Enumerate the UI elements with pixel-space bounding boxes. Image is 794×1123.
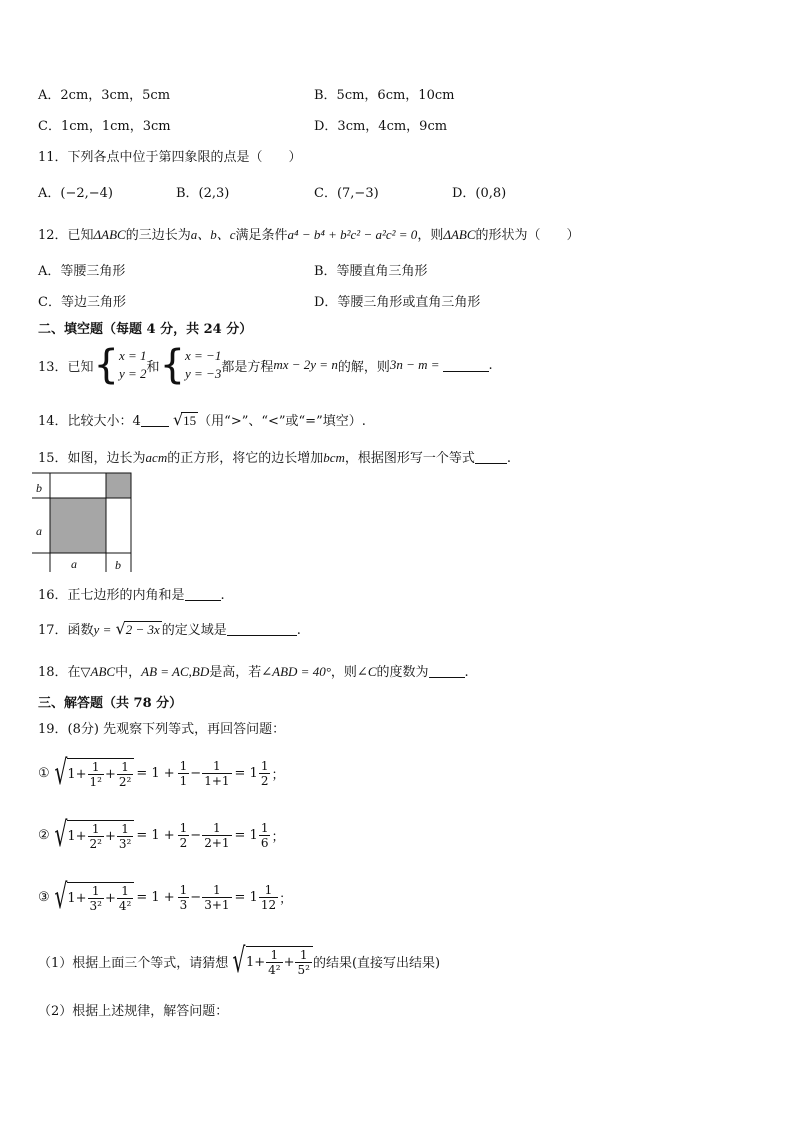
minus-sign: − [190, 765, 202, 781]
fraction-denominator: 2² [89, 836, 102, 851]
q18-triangle: ▽ABC [80, 664, 116, 679]
q17-prefix: 17．函数 [38, 623, 94, 638]
fraction-numerator: 1 [202, 883, 231, 898]
equation-3 [38, 874, 292, 920]
fraction-numerator: 1 [260, 758, 269, 773]
figure-label-b: b [36, 481, 42, 495]
option-b: B．等腰直角三角形 [314, 264, 428, 279]
fraction-numerator: 1 [259, 883, 278, 898]
figure-label-a: a [36, 524, 42, 538]
semicolon: ； [271, 767, 285, 783]
fraction-numerator: 1 [88, 884, 104, 899]
sqrt-icon: √ [232, 941, 246, 981]
square-figure [30, 470, 140, 575]
question-19-part-1 [38, 938, 440, 984]
fraction-denominator: 3 [179, 897, 188, 912]
equation-2 [38, 812, 284, 858]
question-15 [38, 447, 511, 466]
answer-blank[interactable] [443, 359, 489, 372]
system-1-bottom: y = 2 [119, 366, 147, 381]
option-d: D．(0,8) [452, 186, 507, 201]
figure-label-a: a [71, 557, 77, 571]
q12-triangle: ΔABC [93, 227, 126, 242]
system-2-bottom: y = −3 [185, 366, 222, 381]
fraction-denominator: 2² [118, 774, 132, 789]
fraction-numerator: 1 [88, 822, 104, 837]
option-d: D．等腰三角形或直角三角形 [314, 295, 481, 310]
fraction-denominator: 12 [260, 897, 277, 912]
q15-text: ，根据图形写一个等式 [344, 451, 475, 466]
q18-suffix: 的度数为 [376, 665, 429, 680]
fraction-denominator: 2 [179, 835, 188, 850]
minus-sign: − [190, 827, 202, 843]
sqrt-icon: √ [172, 410, 184, 429]
q18-condition: AB = AC,BD [141, 664, 210, 679]
fraction-numerator: 1 [266, 948, 282, 963]
equals-text: = 1 [234, 827, 258, 843]
system-2 [185, 347, 221, 383]
q18-end: . [464, 665, 469, 680]
question-17 [38, 619, 301, 638]
fraction-denominator: 1+1 [204, 773, 230, 788]
q13-end: . [488, 357, 493, 373]
sqrt-icon: √ [53, 815, 67, 855]
fraction-denominator: 2 [260, 773, 269, 788]
fraction-denominator: 4² [268, 962, 281, 977]
fraction-denominator: 5² [297, 962, 310, 977]
fraction-numerator: 1 [179, 758, 188, 773]
shaded-square-b [106, 473, 131, 498]
q12-suffix: 的形状为（ ） [475, 228, 580, 243]
fraction-denominator: 1² [89, 774, 102, 789]
q17-end: . [296, 623, 301, 638]
fraction-numerator: 1 [117, 884, 133, 899]
sqrt-icon: √ [53, 753, 67, 793]
q16-text: 16．正七边形的内角和是 [38, 588, 185, 603]
question-14 [38, 410, 366, 429]
answer-blank[interactable] [227, 623, 297, 636]
system-1 [119, 347, 147, 383]
question-18 [38, 661, 469, 680]
q12-equation: a⁴ − b⁴ + b²c² − a²c² = 0 [287, 227, 418, 242]
q18-text: ，则 [330, 665, 357, 680]
fraction-numerator: 1 [117, 822, 133, 837]
part-1-prefix: （1）根据上面三个等式，请猜想 [38, 955, 229, 971]
fraction-numerator: 1 [260, 820, 269, 835]
circled-number: ① [38, 765, 50, 781]
q12-text: ，则 [417, 228, 444, 243]
q18-prefix: 18．在 [38, 665, 81, 680]
option-a: A．2cm，3cm，5cm [38, 88, 171, 103]
answer-blank[interactable] [475, 451, 507, 464]
q12-prefix: 12．已知 [38, 228, 94, 243]
option-a: A．等腰三角形 [38, 264, 126, 279]
q14-radicand: 15 [183, 413, 197, 428]
fraction-denominator: 2+1 [204, 835, 230, 850]
q14-prefix: 14．比较大小：4 [38, 414, 141, 429]
answer-blank[interactable] [185, 588, 221, 601]
q16-end: . [220, 588, 225, 603]
q12-text: 的三边长为 [125, 228, 191, 243]
q18-text: 是高，若 [209, 665, 262, 680]
system-2-top: x = −1 [185, 348, 222, 363]
question-12-stem [38, 224, 580, 243]
q18-angle: ∠ABD = 40° [261, 664, 331, 679]
q13-and: 和 [146, 359, 160, 375]
question-11-stem: 11．下列各点中位于第四象限的点是（ ） [38, 150, 302, 165]
semicolon: ； [271, 829, 285, 845]
part-1-suffix: 的结果(直接写出结果) [312, 955, 441, 971]
q18-text: 中， [115, 665, 142, 680]
q14-suffix: （用“>”、“<”或“=”填空）. [198, 414, 366, 429]
radical-body: 1+ $\frac{1}{\text{2²}}$ + $\frac{1}{\text{3²}}$ [67, 820, 134, 851]
fraction-numerator: 1 [88, 760, 104, 775]
q13-prefix: 13．已知 [38, 359, 94, 375]
equation-1 [38, 750, 284, 796]
option-a: A．(−2,−4) [38, 186, 113, 201]
q17-radicand: 2 − 3x [125, 622, 160, 637]
q12-vars: a、b、c [190, 227, 236, 242]
fraction-denominator: 3² [89, 898, 102, 913]
radical-body: 1+ $\frac{1}{\text{4²}}$ + $\frac{1}{\text{5²}}$ [246, 946, 313, 977]
section-heading: 三、解答题（共 78 分） [38, 696, 183, 711]
fraction-denominator: 1 [179, 773, 188, 788]
fraction-denominator: 3² [118, 836, 132, 851]
question-19-part-2: （2）根据上述规律，解答问题： [38, 1004, 229, 1019]
semicolon: ； [279, 891, 293, 907]
fraction-denominator: 3+1 [204, 897, 230, 912]
q13-equation: mx − 2y = n [273, 357, 338, 372]
section-heading: 二、填空题（每题 4 分，共 24 分） [38, 322, 253, 337]
sqrt-icon: √ [53, 877, 67, 917]
shaded-square-a [50, 498, 106, 553]
figure-label-b: b [115, 558, 121, 572]
q13-text: 的解，则 [337, 359, 390, 375]
answer-blank[interactable] [141, 414, 169, 427]
option-c: C．等边三角形 [38, 295, 126, 310]
option-b: B．(2,3) [176, 186, 230, 201]
radical-body: 1+ $\frac{1}{\text{1²}}$ + $\frac{1}{\text{2²}}$ [67, 758, 134, 789]
fraction-numerator: 1 [117, 760, 133, 775]
sqrt-icon: √ [115, 619, 126, 638]
fraction-denominator: 6 [260, 835, 269, 850]
q18-angle: ∠C [356, 664, 377, 679]
question-19-stem: 19．(8分) 先观察下列等式，再回答问题： [38, 722, 286, 737]
equals-text: = 1 [234, 765, 258, 781]
fraction-numerator: 1 [295, 948, 311, 963]
q15-end: . [506, 451, 512, 466]
equals-text: = 1 + [136, 827, 175, 843]
radical-body: 1+ $\frac{1}{\text{3²}}$ + $\frac{1}{\text{4²}}$ [67, 882, 134, 913]
q15-var: acm [145, 450, 168, 465]
equals-text: = 1 [234, 889, 258, 905]
q15-text: 的正方形，将它的边长增加 [167, 451, 324, 466]
left-brace-icon: { [93, 342, 119, 388]
q13-expr: 3n − m = [389, 357, 440, 372]
circled-number: ② [38, 827, 50, 843]
left-brace-icon: { [159, 342, 186, 388]
equals-text: = 1 + [136, 889, 175, 905]
option-c: C．(7,−3) [314, 186, 379, 201]
fraction-numerator: 1 [202, 821, 231, 836]
system-1-top: x = 1 [119, 348, 147, 363]
minus-sign: − [190, 889, 202, 905]
fraction-numerator: 1 [202, 759, 231, 774]
q17-lhs: y = [93, 622, 112, 637]
question-13 [38, 342, 493, 388]
question-16 [38, 584, 225, 603]
fraction-numerator: 1 [179, 820, 188, 835]
q13-text: 都是方程 [221, 359, 274, 375]
option-d: D．3cm，4cm，9cm [314, 119, 448, 134]
option-c: C．1cm，1cm，3cm [38, 119, 171, 134]
q12-text: 满足条件 [235, 228, 288, 243]
q15-prefix: 15．如图，边长为 [38, 451, 146, 466]
fraction-numerator: 1 [179, 882, 188, 897]
equals-text: = 1 + [136, 765, 175, 781]
fraction-denominator: 4² [118, 898, 132, 913]
q15-var: bcm [323, 450, 345, 465]
q12-triangle: ΔABC [443, 227, 476, 242]
circled-number: ③ [38, 889, 50, 905]
q17-suffix: 的定义域是 [161, 623, 227, 638]
answer-blank[interactable] [429, 665, 465, 678]
option-b: B．5cm，6cm，10cm [314, 88, 455, 103]
